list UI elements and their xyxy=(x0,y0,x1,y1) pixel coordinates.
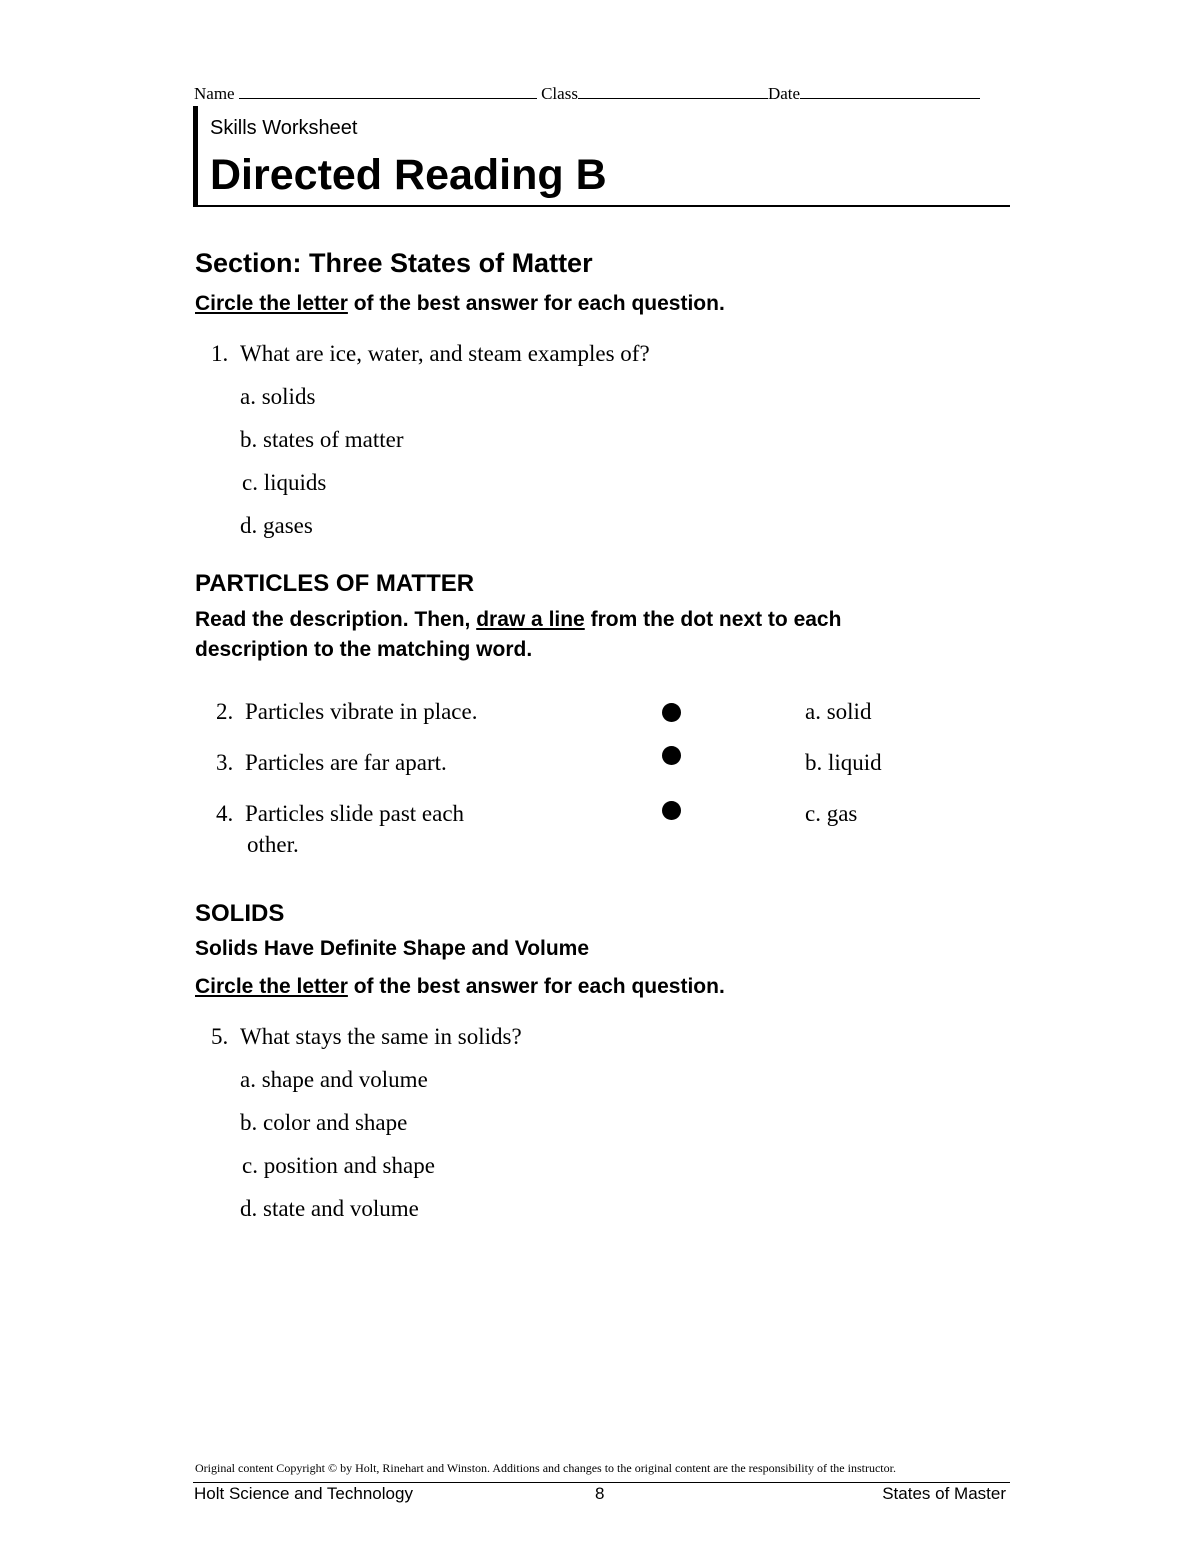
item-text: Particles are far apart. xyxy=(245,750,447,775)
option-5a[interactable]: a. shape and volume xyxy=(240,1067,428,1092)
question-number: 5. xyxy=(211,1024,229,1049)
option-1a[interactable]: a. solids xyxy=(240,384,316,409)
section-heading: Section: Three States of Matter xyxy=(195,248,593,278)
particles-instruction-line1 xyxy=(195,608,841,632)
instruction-text: of the best answer for each question. xyxy=(347,292,725,315)
match-dot-4[interactable] xyxy=(662,801,681,820)
class-label: Class xyxy=(541,84,578,103)
match-item-3 xyxy=(216,750,447,776)
copyright-notice: Original content Copyright © by Holt, Rinehart and Winston. Additions and changes to the original content are the responsibility of the instructor. xyxy=(195,1461,896,1475)
match-item-4-continued: other. xyxy=(247,832,299,857)
solids-instruction xyxy=(195,975,725,999)
match-item-4 xyxy=(216,801,464,827)
worksheet-label: Skills Worksheet xyxy=(210,117,358,139)
match-item-2 xyxy=(216,699,477,725)
instruction-emphasis: Circle the letter xyxy=(195,292,348,315)
instruction-text: from the dot next to each xyxy=(584,608,842,631)
option-5d[interactable]: d. state and volume xyxy=(240,1196,419,1221)
option-5b[interactable]: b. color and shape xyxy=(240,1110,408,1135)
page-title: Directed Reading B xyxy=(210,151,607,199)
item-number: 4. xyxy=(216,801,234,826)
title-underline-rule xyxy=(193,205,1010,207)
option-1c[interactable]: c. liquids xyxy=(242,470,327,495)
section1-instruction xyxy=(195,292,725,316)
item-text: Particles slide past each xyxy=(245,801,465,826)
item-number: 3. xyxy=(216,750,234,775)
solids-heading: SOLIDS xyxy=(195,900,285,927)
footer-rule xyxy=(193,1482,1010,1483)
name-class-date-line xyxy=(194,84,980,104)
option-1d[interactable]: d. gases xyxy=(240,513,313,538)
page-number: 8 xyxy=(595,1484,605,1503)
instruction-emphasis: Circle the letter xyxy=(195,975,348,998)
match-dot-2[interactable] xyxy=(662,703,681,722)
match-dot-3[interactable] xyxy=(662,746,681,765)
class-field[interactable] xyxy=(578,85,768,99)
question-1 xyxy=(211,341,650,367)
title-bar-rule xyxy=(193,106,198,207)
footer-publication: Holt Science and Technology xyxy=(194,1484,413,1503)
date-label: Date xyxy=(767,84,801,103)
date-field[interactable] xyxy=(800,85,980,99)
instruction-emphasis: draw a line xyxy=(476,608,585,631)
instruction-text: Read the description. Then, xyxy=(195,608,477,631)
name-label: Name xyxy=(194,84,235,103)
particles-heading: PARTICLES OF MATTER xyxy=(195,570,475,597)
name-field[interactable] xyxy=(239,85,537,99)
match-answer-b[interactable]: b. liquid xyxy=(805,750,882,775)
option-5c[interactable]: c. position and shape xyxy=(242,1153,435,1178)
item-number: 2. xyxy=(216,699,234,724)
question-text: What are ice, water, and steam examples of? xyxy=(240,341,650,366)
question-text: What stays the same in solids? xyxy=(240,1024,522,1049)
option-1b[interactable]: b. states of matter xyxy=(240,427,404,452)
solids-subheading: Solids Have Definite Shape and Volume xyxy=(195,937,590,960)
footer-chapter: States of Master xyxy=(882,1484,1006,1503)
instruction-text: of the best answer for each question. xyxy=(347,975,725,998)
match-answer-a[interactable]: a. solid xyxy=(805,699,872,724)
particles-instruction-line2: description to the matching word. xyxy=(195,638,533,661)
question-number: 1. xyxy=(211,341,229,366)
match-answer-c[interactable]: c. gas xyxy=(805,801,858,826)
item-text: Particles vibrate in place. xyxy=(245,699,478,724)
question-5 xyxy=(211,1024,522,1050)
